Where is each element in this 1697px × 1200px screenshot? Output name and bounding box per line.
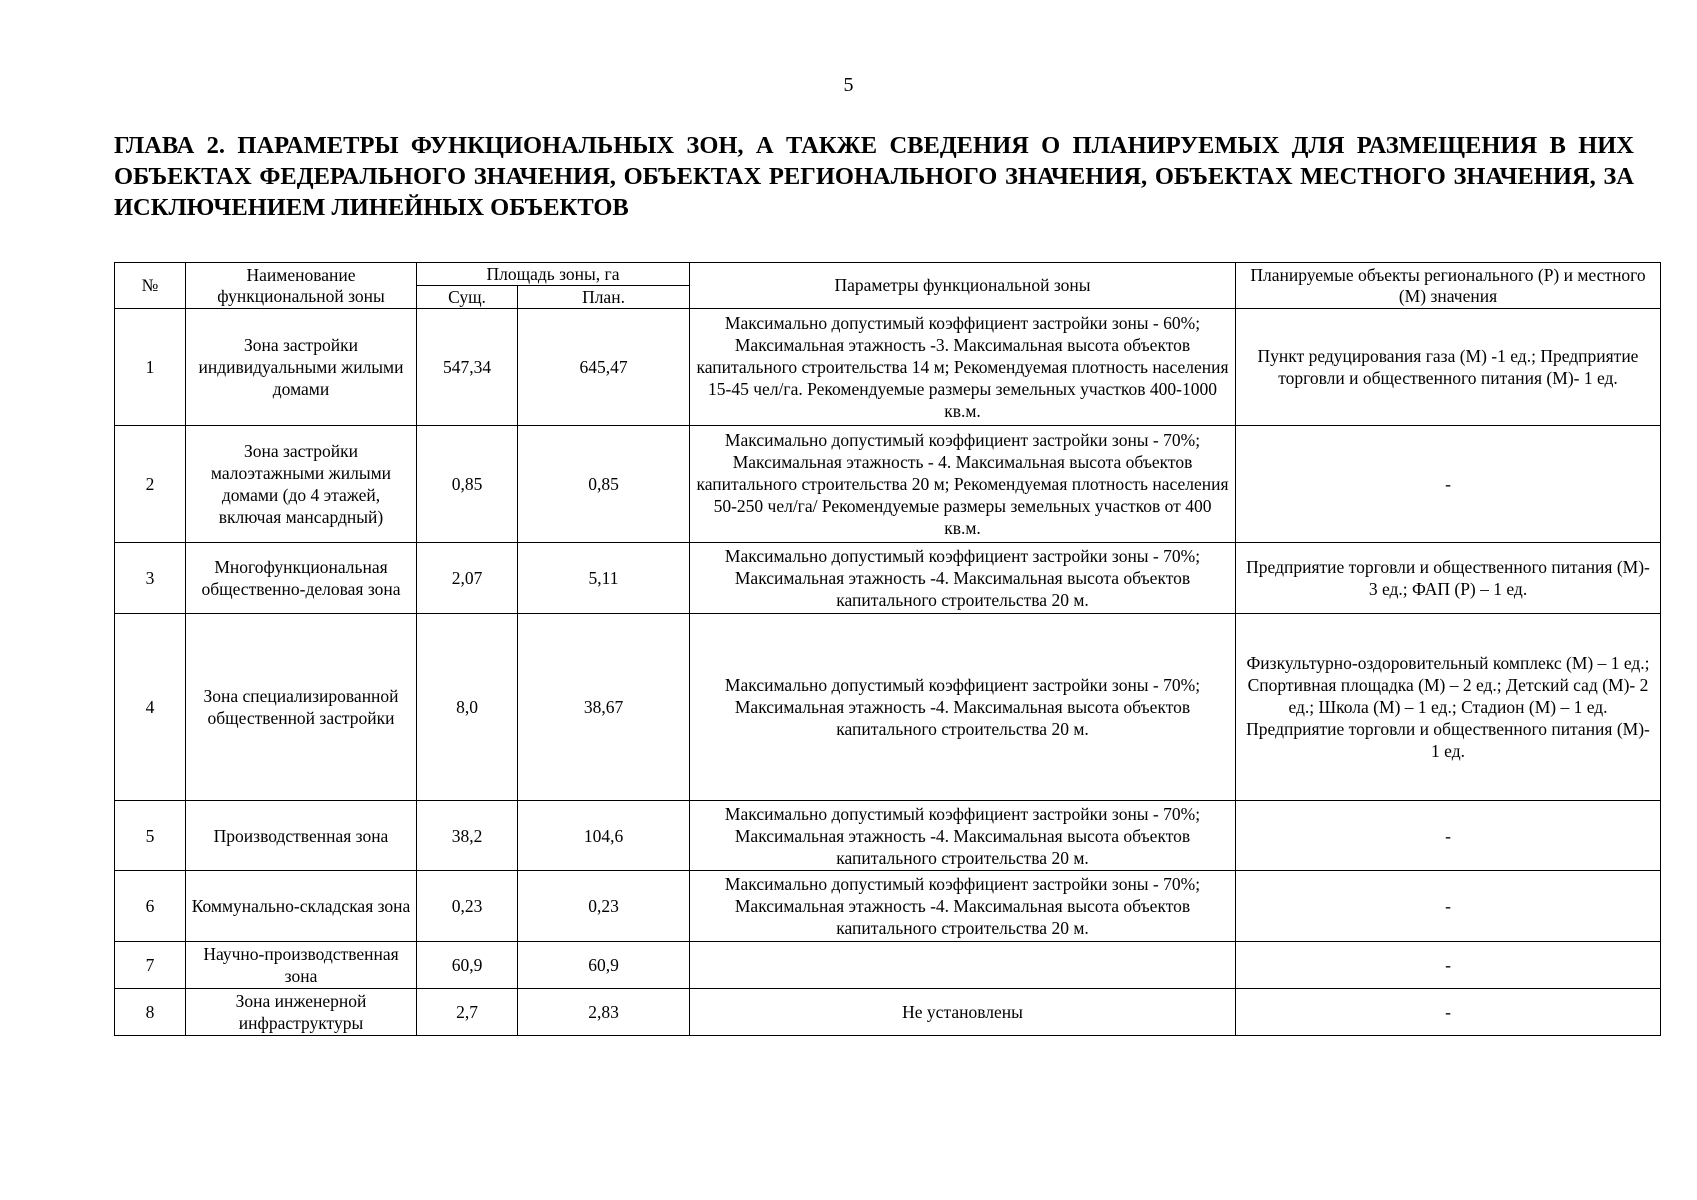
table-row bbox=[115, 309, 1661, 426]
row-num: 5 bbox=[115, 801, 186, 871]
table-row bbox=[115, 989, 1661, 1036]
row-area-existing: 0,23 bbox=[417, 871, 518, 942]
row-area-existing: 38,2 bbox=[417, 801, 518, 871]
zones-table bbox=[114, 262, 1661, 1036]
row-area-planned: 5,11 bbox=[518, 543, 690, 614]
table-row bbox=[115, 871, 1661, 942]
row-planned-objects: - bbox=[1236, 426, 1661, 543]
row-planned-objects: - bbox=[1236, 801, 1661, 871]
header-area: Площадь зоны, га bbox=[417, 263, 690, 286]
row-area-planned: 104,6 bbox=[518, 801, 690, 871]
row-zone-name: Зона специализированной общественной застройки bbox=[186, 614, 417, 801]
row-area-planned: 2,83 bbox=[518, 989, 690, 1036]
row-area-existing: 60,9 bbox=[417, 942, 518, 989]
table-row bbox=[115, 426, 1661, 543]
row-zone-params: Максимально допустимый коэффициент застройки зоны - 70%; Максимальная этажность -4. Максимальная высота объектов капитального строительства 20 м. bbox=[690, 871, 1236, 942]
row-area-existing: 2,07 bbox=[417, 543, 518, 614]
row-planned-objects: Пункт редуцирования газа (М) -1 ед.; Предприятие торговли и общественного питания (М)- 1 ед. bbox=[1236, 309, 1661, 426]
table-row bbox=[115, 614, 1661, 801]
table-row bbox=[115, 801, 1661, 871]
row-area-existing: 0,85 bbox=[417, 426, 518, 543]
row-zone-params: Максимально допустимый коэффициент застройки зоны - 70%; Максимальная этажность - 4. Максимальная высота объектов капитального строительства 20 м; Рекомендуемая плотность населения 50-250 чел/га/ Рекомендуемые размеры земельных участков от 400 кв.м. bbox=[690, 426, 1236, 543]
row-num: 4 bbox=[115, 614, 186, 801]
row-planned-objects: - bbox=[1236, 871, 1661, 942]
row-area-planned: 60,9 bbox=[518, 942, 690, 989]
row-area-planned: 38,67 bbox=[518, 614, 690, 801]
header-area-planned: План. bbox=[518, 286, 690, 309]
row-zone-params: Максимально допустимый коэффициент застройки зоны - 60%; Максимальная этажность -3. Максимальная высота объектов капитального строительства 14 м; Рекомендуемая плотность населения 15-45 чел/га. Рекомендуемые размеры земельных участков 400-1000 кв.м. bbox=[690, 309, 1236, 426]
row-zone-name: Научно-производственная зона bbox=[186, 942, 417, 989]
row-zone-params: Максимально допустимый коэффициент застройки зоны - 70%; Максимальная этажность -4. Максимальная высота объектов капитального строительства 20 м. bbox=[690, 543, 1236, 614]
chapter-title: ГЛАВА 2. ПАРАМЕТРЫ ФУНКЦИОНАЛЬНЫХ ЗОН, А ТАКЖЕ СВЕДЕНИЯ О ПЛАНИРУЕМЫХ ДЛЯ РАЗМЕЩЕНИЯ В НИХ ОБЪЕКТАХ ФЕДЕРАЛЬНОГО ЗНАЧЕНИЯ, ОБЪЕКТАХ РЕГИОНАЛЬНОГО ЗНАЧЕНИЯ, ОБЪЕКТАХ МЕСТНОГО ЗНАЧЕНИЯ, ЗА ИСКЛЮЧЕНИЕМ ЛИНЕЙНЫХ ОБЪЕКТОВ bbox=[114, 132, 1634, 221]
row-zone-name: Зона инженерной инфраструктуры bbox=[186, 989, 417, 1036]
header-area-existing: Сущ. bbox=[417, 286, 518, 309]
row-num: 3 bbox=[115, 543, 186, 614]
row-zone-params: Максимально допустимый коэффициент застройки зоны - 70%; Максимальная этажность -4. Максимальная высота объектов капитального строительства 20 м. bbox=[690, 614, 1236, 801]
row-num: 6 bbox=[115, 871, 186, 942]
header-zone-params: Параметры функциональной зоны bbox=[690, 263, 1236, 309]
row-area-planned: 0,85 bbox=[518, 426, 690, 543]
row-area-planned: 645,47 bbox=[518, 309, 690, 426]
table-row bbox=[115, 942, 1661, 989]
row-zone-params: Максимально допустимый коэффициент застройки зоны - 70%; Максимальная этажность -4. Максимальная высота объектов капитального строительства 20 м. bbox=[690, 801, 1236, 871]
row-num: 7 bbox=[115, 942, 186, 989]
row-num: 1 bbox=[115, 309, 186, 426]
row-zone-name: Зона застройки индивидуальными жилыми домами bbox=[186, 309, 417, 426]
row-num: 2 bbox=[115, 426, 186, 543]
row-planned-objects: - bbox=[1236, 989, 1661, 1036]
row-area-existing: 547,34 bbox=[417, 309, 518, 426]
row-zone-name: Зона застройки малоэтажными жилыми домами (до 4 этажей, включая мансардный) bbox=[186, 426, 417, 543]
header-planned-objects: Планируемые объекты регионального (Р) и местного (М) значения bbox=[1236, 263, 1661, 309]
row-zone-params bbox=[690, 942, 1236, 989]
header-num: № bbox=[115, 263, 186, 309]
table-row bbox=[115, 543, 1661, 614]
row-zone-name: Многофункциональная общественно-деловая зона bbox=[186, 543, 417, 614]
row-area-planned: 0,23 bbox=[518, 871, 690, 942]
row-area-existing: 2,7 bbox=[417, 989, 518, 1036]
row-planned-objects: Физкультурно-оздоровительный комплекс (М) – 1 ед.; Спортивная площадка (М) – 2 ед.; Детский сад (М)- 2 ед.; Школа (М) – 1 ед.; Стадион (М) – 1 ед. Предприятие торговли и общественного питания (М)- 1 ед. bbox=[1236, 614, 1661, 801]
page-number: 5 bbox=[843, 74, 854, 96]
row-zone-params: Не установлены bbox=[690, 989, 1236, 1036]
row-area-existing: 8,0 bbox=[417, 614, 518, 801]
row-zone-name: Производственная зона bbox=[186, 801, 417, 871]
row-zone-name: Коммунально-складская зона bbox=[186, 871, 417, 942]
row-planned-objects: Предприятие торговли и общественного питания (М)- 3 ед.; ФАП (Р) – 1 ед. bbox=[1236, 543, 1661, 614]
row-planned-objects: - bbox=[1236, 942, 1661, 989]
header-zone-name: Наименование функциональной зоны bbox=[186, 263, 417, 309]
row-num: 8 bbox=[115, 989, 186, 1036]
